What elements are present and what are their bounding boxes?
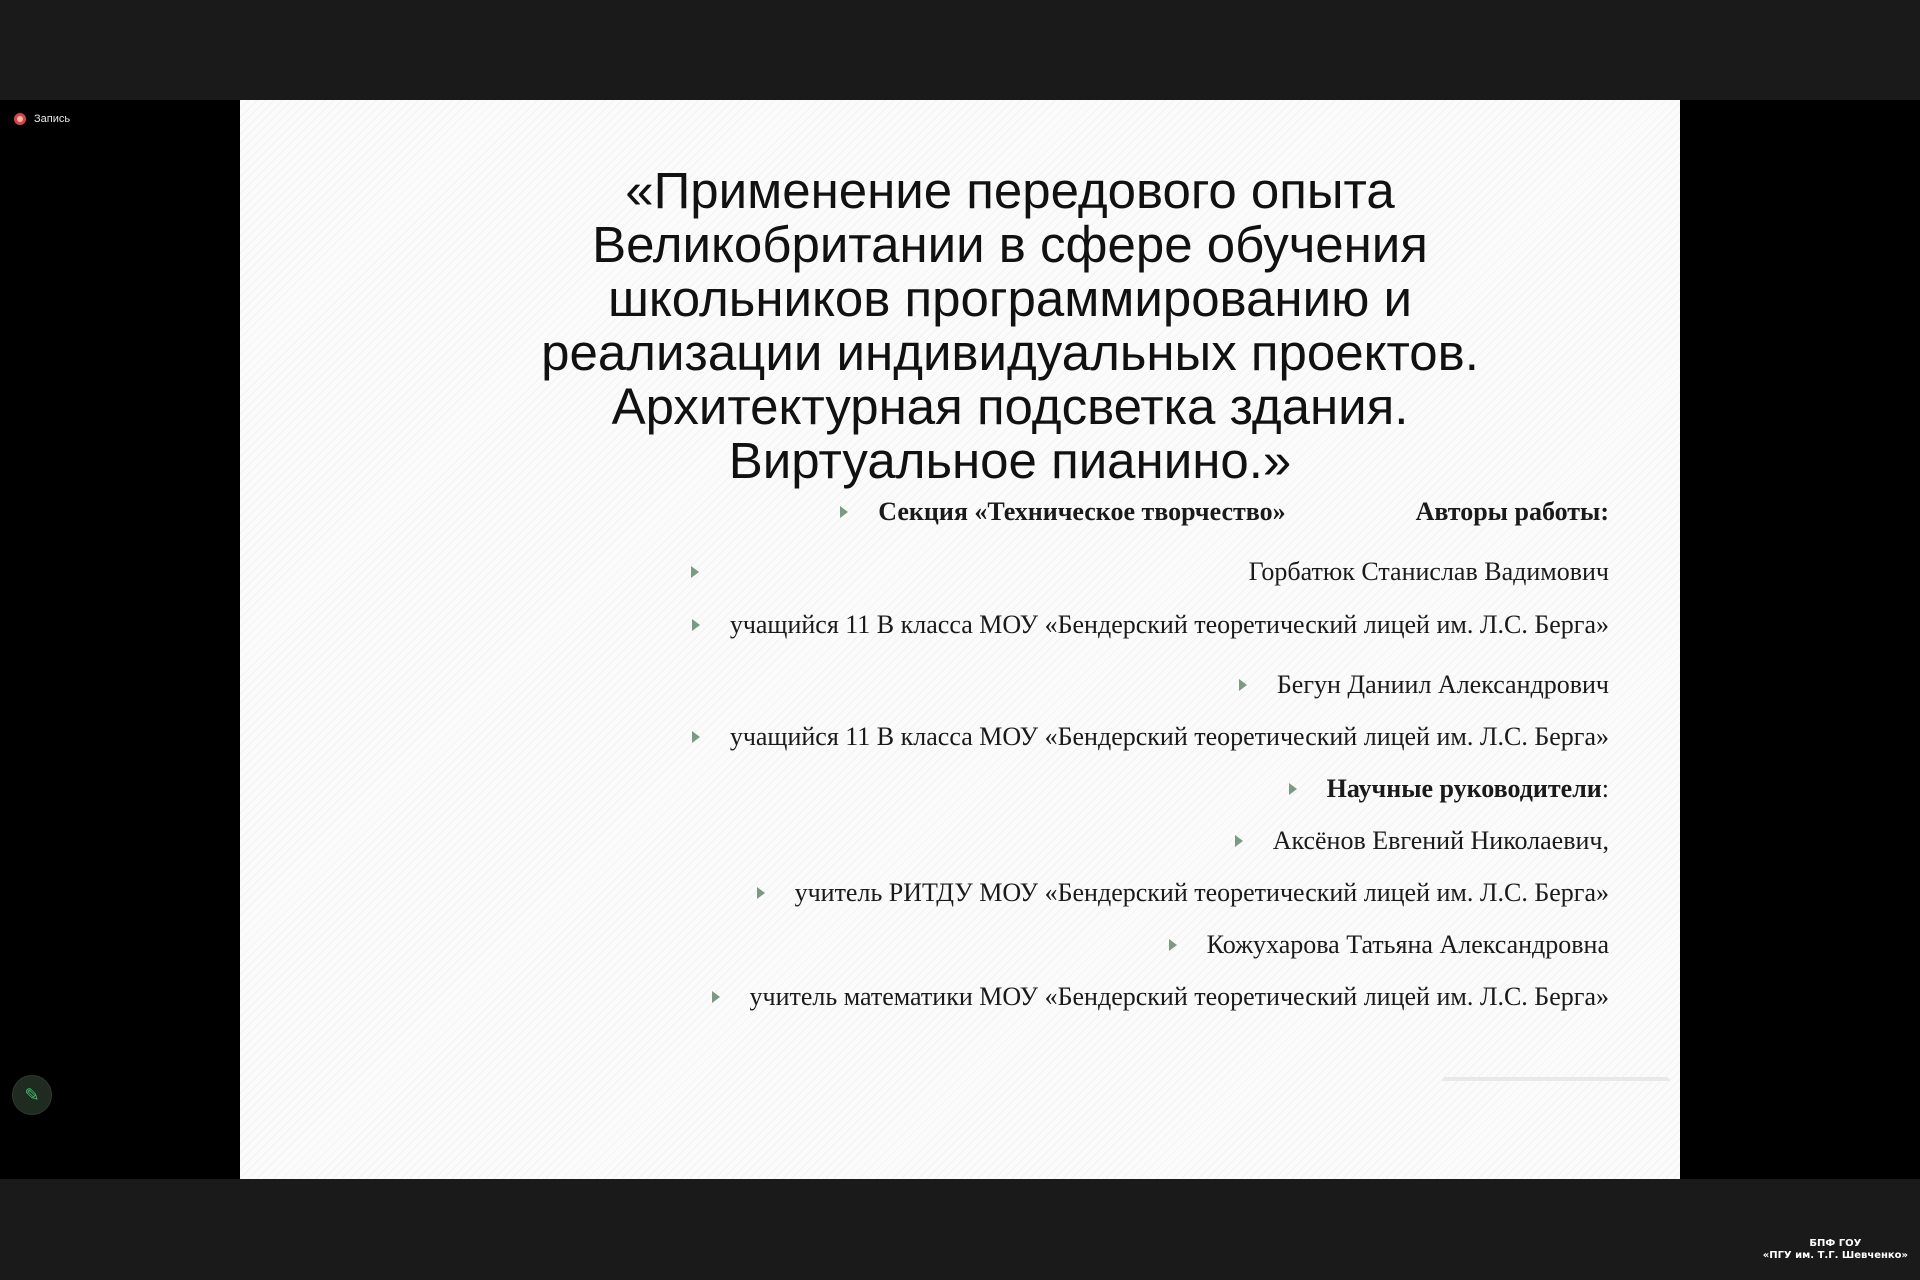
section-line [840,497,1609,527]
shared-slide [240,100,1680,1179]
author2-name-line [1239,670,1609,700]
section-label: Секция «Техническое творчество» [878,497,1286,526]
record-icon [14,113,26,125]
title-line: Виртуальное пианино.» [728,432,1292,489]
watermark-line: «ПГУ им. Т.Г. Шевченко» [1762,1250,1908,1261]
bullet-icon [692,619,700,631]
authors-heading: Авторы работы: [1415,497,1609,526]
supervisor1-name-line [1235,826,1609,856]
recording-indicator[interactable] [14,113,70,125]
bullet-icon [757,887,765,899]
watermark-line: БПФ ГОУ [1809,1238,1862,1249]
annotate-button[interactable] [12,1075,52,1115]
top-toolbar [0,0,1920,100]
supervisor1-name: Аксёнов Евгений Николаевич, [1272,826,1609,855]
bullet-icon [1239,679,1247,691]
author2-name: Бегун Даниил Александрович [1276,670,1609,699]
supervisors-heading-line [1289,774,1609,804]
supervisors-heading: Научные руководители [1326,774,1602,803]
supervisor1-desc: учитель РИТДУ МОУ «Бендерский теоретический лицей им. Л.С. Берга» [794,878,1609,907]
pencil-icon: ✎ [24,1084,40,1105]
supervisor1-desc-line [757,878,1609,908]
bullet-icon [1289,783,1297,795]
supervisor2-desc-line [712,982,1610,1012]
title-line: Архитектурная подсветка здания. [611,378,1409,435]
supervisor2-desc: учитель математики МОУ «Бендерский теоретический лицей им. Л.С. Берга» [749,982,1609,1011]
bullet-icon [1235,835,1243,847]
supervisor2-name: Кожухарова Татьяна Александровна [1206,930,1609,959]
author1-name: Горбатюк Станислав Вадимович [1248,557,1609,586]
slide-title [490,164,1530,488]
recording-label: Запись [34,113,71,125]
author1-name-line [691,557,1609,587]
title-line: Великобритании в сфере обучения [592,216,1428,273]
bullet-icon [691,566,699,578]
institution-watermark [1763,1238,1908,1262]
author2-desc-line [692,722,1609,752]
bottom-toolbar [0,1179,1920,1280]
supervisors-colon: : [1601,774,1609,803]
bullet-icon [692,731,700,743]
author1-desc: учащийся 11 В класса МОУ «Бендерский теоретический лицей им. Л.С. Берга» [729,610,1609,639]
bullet-icon [1169,939,1177,951]
title-line: реализации индивидуальных проектов. [541,324,1479,381]
title-line: школьников программированию и [608,270,1412,327]
bullet-icon [840,506,848,518]
author1-desc-line [692,610,1609,640]
author2-desc: учащийся 11 В класса МОУ «Бендерский теоретический лицей им. Л.С. Берга» [729,722,1609,751]
slide-scroll-tab [1442,1077,1670,1081]
title-line: «Применение передового опыта [625,162,1395,219]
bullet-icon [712,991,720,1003]
supervisor2-name-line [1169,930,1609,960]
